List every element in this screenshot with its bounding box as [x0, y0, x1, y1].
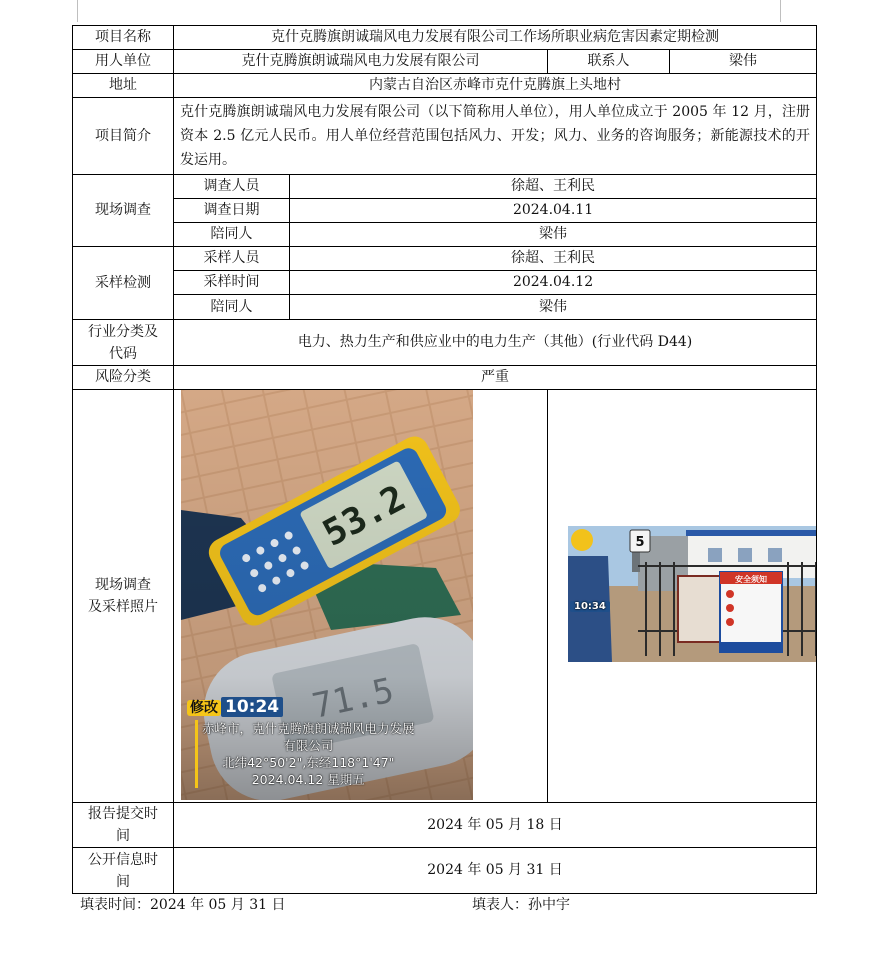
- survey-label: 现场调查: [73, 175, 174, 247]
- safety-sign-title: 安全须知: [735, 575, 767, 584]
- row-project-name: [73, 26, 817, 50]
- page-corner-mark-right: [780, 0, 781, 22]
- risk-label: 风险分类: [73, 366, 174, 390]
- row-industry: [73, 320, 817, 366]
- row-public-time: [73, 848, 817, 894]
- employer-label: 用人单位: [73, 50, 174, 74]
- sampling-item-value: 徐超、王利民: [290, 247, 817, 271]
- survey-item-value: 徐超、王利民: [290, 175, 817, 199]
- industry-label-line2: 代码: [109, 345, 137, 362]
- contact-value: 梁伟: [670, 50, 817, 74]
- photo1-time: 10:24: [221, 697, 283, 717]
- row-survey-1: [73, 175, 817, 199]
- row-survey-2: [73, 199, 817, 223]
- row-sampling-2: [73, 271, 817, 295]
- address-label: 地址: [73, 74, 174, 98]
- contact-label: 联系人: [548, 50, 670, 74]
- public-time-value: 2024 年 05 月 31 日: [174, 848, 817, 894]
- photo1-coordinates: 北纬42°50'2",东经118°1'47": [222, 755, 395, 770]
- photo1-timestamp-overlay: [187, 697, 283, 718]
- photo-cell-right: [548, 390, 817, 803]
- address-value: 内蒙古自治区赤峰市克什克腾旗上头地村: [174, 74, 817, 98]
- sampling-item-label: 采样时间: [174, 271, 290, 295]
- modified-tag: 修改: [187, 700, 221, 716]
- report-time-label: [73, 803, 174, 848]
- row-sampling-3: [73, 295, 817, 320]
- photo1-location-line2: 有限公司: [283, 738, 334, 753]
- row-employer: [73, 50, 817, 74]
- report-time-label-line1: 报告提交时: [88, 806, 158, 822]
- survey-item-label: 调查日期: [174, 199, 290, 223]
- row-intro: [73, 98, 817, 175]
- fill-time: 填表时间：2024 年 05 月 31 日: [80, 897, 286, 913]
- row-photos: [73, 390, 817, 803]
- employer-value: 克什克腾旗朗诚瑞风电力发展有限公司: [174, 50, 548, 74]
- substation-photo-graphic: [568, 526, 817, 662]
- sampling-label: 采样检测: [73, 247, 174, 320]
- sampling-item-label: 采样人员: [174, 247, 290, 271]
- filler-name: 填表人：孙中宇: [472, 897, 570, 913]
- photos-label: [73, 390, 174, 803]
- intro-value: 克什克腾旗朗诚瑞风电力发展有限公司（以下简称用人单位），用人单位成立于 2005 年 12 月，注册资本 2.5 亿元人民币。用人单位经营范围包括风力、开发；风力、业务的咨询服务；新能源技术的开发运用。: [174, 98, 817, 175]
- substation-photo: [568, 526, 817, 662]
- row-address: [73, 74, 817, 98]
- sampling-item-label: 陪同人: [174, 295, 290, 320]
- info-table: [72, 25, 817, 894]
- pole-number: 5: [635, 535, 645, 550]
- industry-label-line1: 行业分类及: [88, 323, 158, 340]
- survey-item-value: 梁伟: [290, 223, 817, 247]
- photo2-time: 10:34: [570, 601, 610, 612]
- public-time-label-line2: 间: [116, 873, 130, 890]
- photo1-date: 2024.04.12 星期五: [251, 772, 365, 787]
- industry-value: 电力、热力生产和供应业中的电力生产（其他）(行业代码 D44): [174, 320, 817, 366]
- public-time-label: [73, 848, 174, 894]
- project-name-value: 克什克腾旗朗诚瑞风电力发展有限公司工作场所职业病危害因素定期检测: [174, 26, 817, 50]
- noise-meter-photo: [181, 390, 473, 800]
- project-name-label: 项目名称: [73, 26, 174, 50]
- photo-cell-left: [174, 390, 548, 803]
- sampling-item-value: 梁伟: [290, 295, 817, 320]
- intro-label: 项目简介: [73, 98, 174, 175]
- sampling-item-value: 2024.04.12: [290, 271, 817, 295]
- photo2-timestamp-overlay: [570, 601, 610, 613]
- survey-item-label: 调查人员: [174, 175, 290, 199]
- industry-label: [73, 320, 174, 366]
- page-corner-mark-left: [77, 0, 78, 22]
- photos-label-line1: 现场调查: [95, 577, 151, 593]
- survey-item-value: 2024.04.11: [290, 199, 817, 223]
- photo1-location-overlay: [195, 720, 415, 788]
- public-time-label-line1: 公开信息时: [88, 851, 158, 868]
- survey-item-label: 陪同人: [174, 223, 290, 247]
- row-report-time: [73, 803, 817, 848]
- row-risk: [73, 366, 817, 390]
- risk-value: 严重: [174, 366, 817, 390]
- report-time-value: 2024 年 05 月 18 日: [174, 803, 817, 848]
- row-survey-3: [73, 223, 817, 247]
- photo1-location-line1: 赤峰市，克什克腾旗朗诚瑞风电力发展: [202, 721, 415, 736]
- row-sampling-1: [73, 247, 817, 271]
- report-time-label-line2: 间: [116, 828, 130, 844]
- photos-label-line2: 及采样照片: [88, 599, 158, 615]
